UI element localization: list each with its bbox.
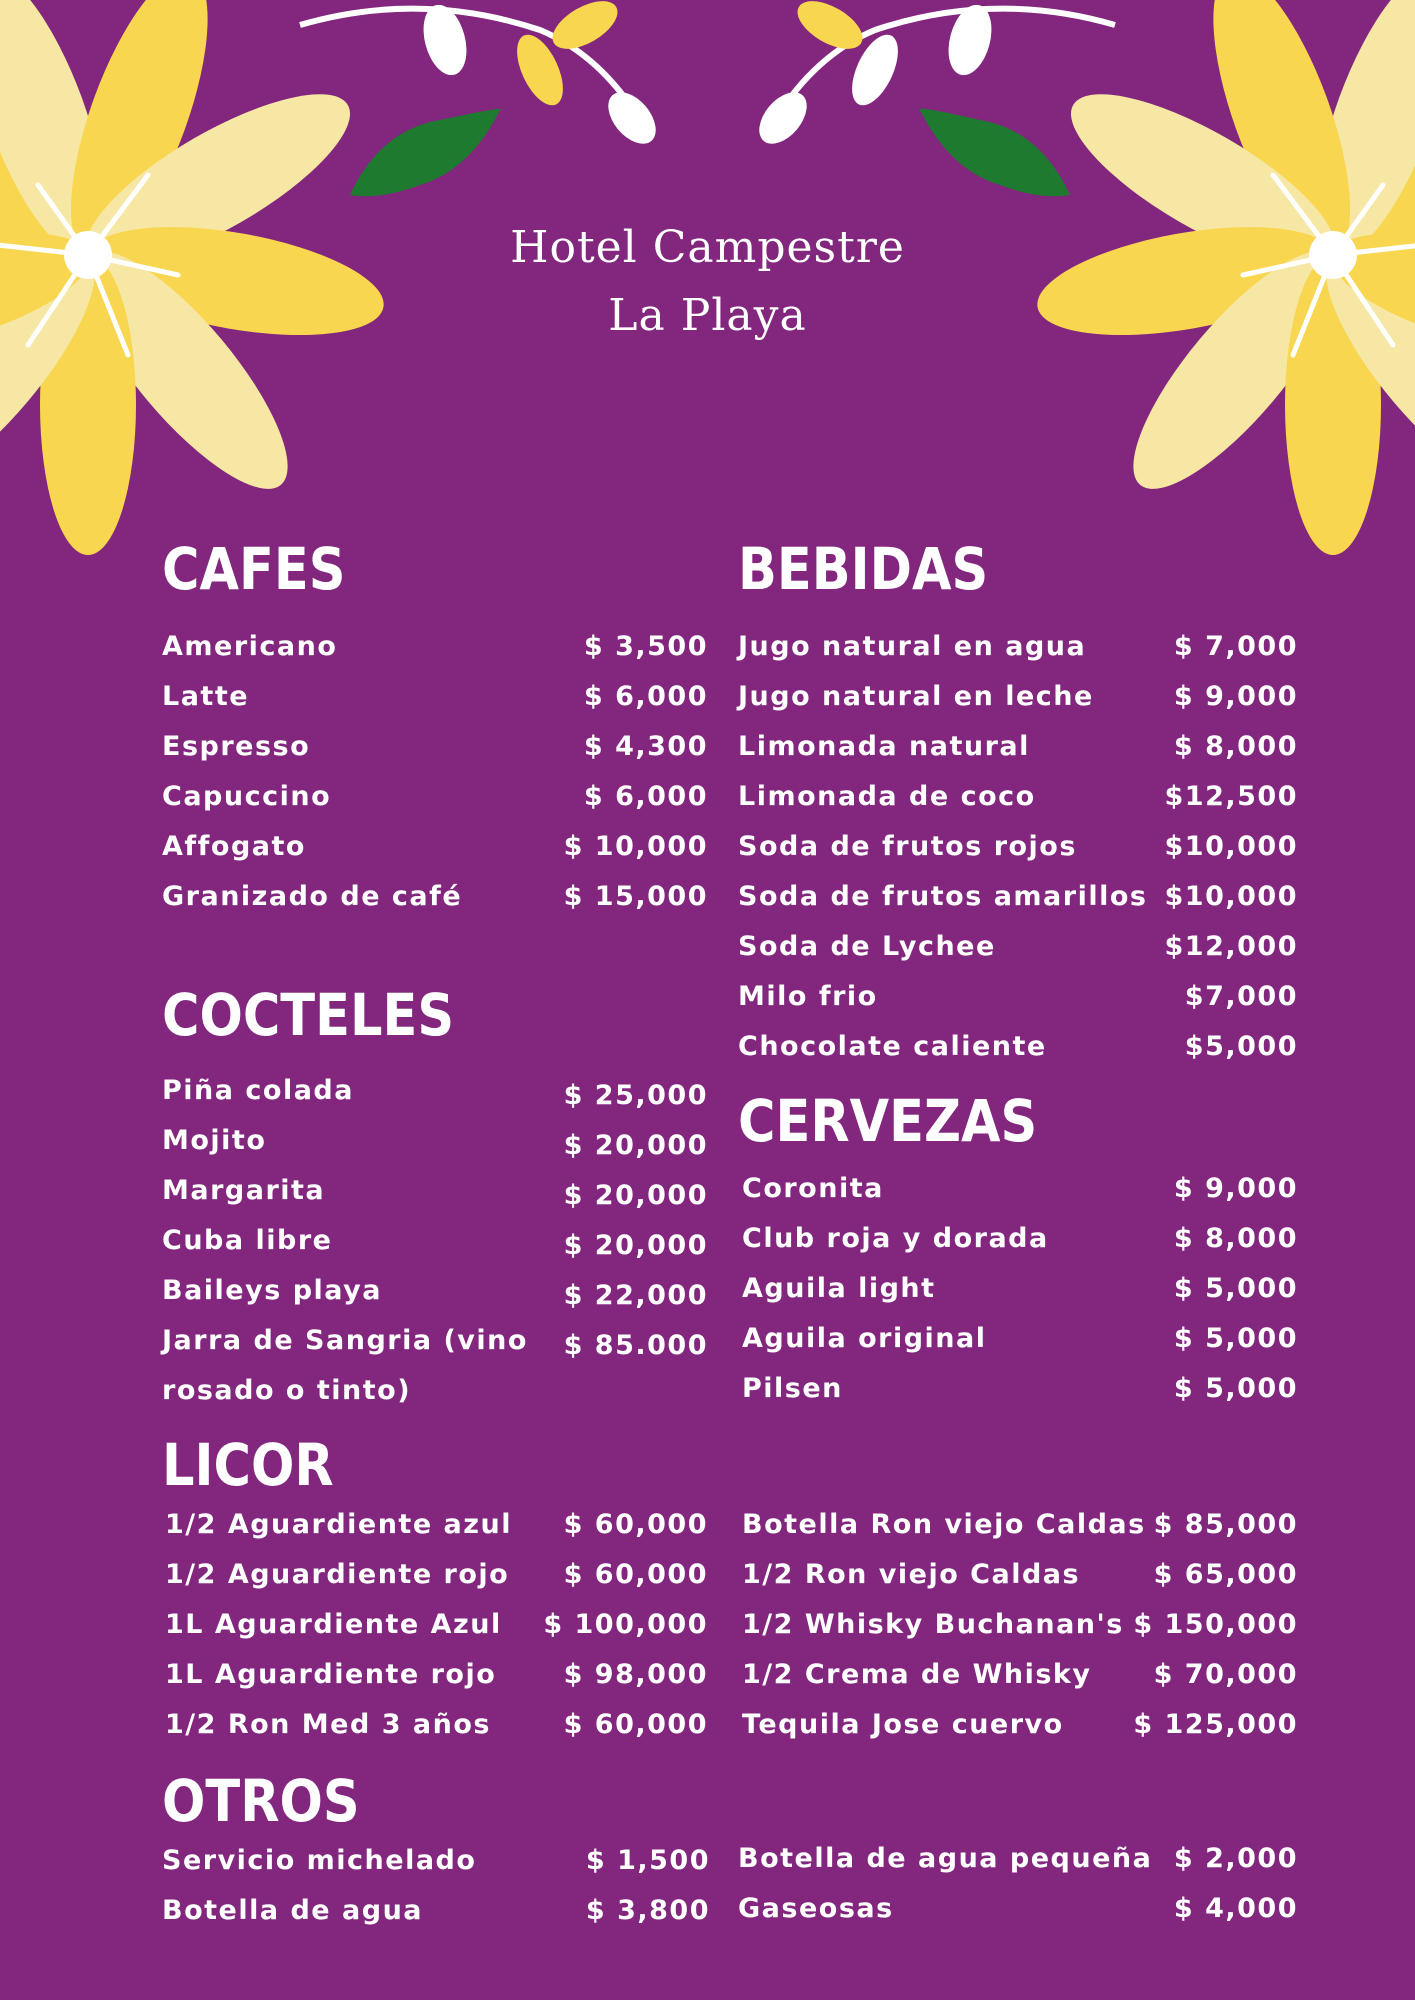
item-name: Capuccino: [162, 781, 332, 812]
item-name: Soda de Lychee: [738, 931, 996, 962]
menu-item: [742, 1500, 1298, 1550]
left-flower-icon: [0, 0, 392, 555]
menu-item: [165, 1600, 708, 1650]
menu-item: [165, 1700, 708, 1750]
menu-item: [738, 622, 1298, 672]
item-name: Mojito: [162, 1125, 267, 1156]
item-name: Affogato: [162, 831, 306, 862]
item-name: Pilsen: [742, 1373, 843, 1404]
item-name: 1/2 Whisky Buchanan's: [742, 1609, 1124, 1640]
item-price: $ 1,500: [585, 1845, 710, 1876]
item-price: $ 4,000: [1173, 1893, 1298, 1924]
menu-item: [162, 1166, 708, 1216]
item-price: $ 2,000: [1173, 1843, 1298, 1874]
item-name: 1/2 Aguardiente rojo: [165, 1559, 510, 1590]
menu-item: [162, 1266, 708, 1316]
item-price: $ 65,000: [1153, 1559, 1298, 1590]
menu-item: [738, 722, 1298, 772]
item-name: Coronita: [742, 1173, 884, 1204]
item-price: $ 85.000: [563, 1330, 708, 1361]
item-price: $ 8,000: [1173, 731, 1298, 762]
cocteles-heading: COCTELES: [162, 981, 455, 1049]
item-name: 1/2 Crema de Whisky: [742, 1659, 1092, 1690]
item-name: 1/2 Aguardiente azul: [165, 1509, 512, 1540]
menu-item: [162, 622, 708, 672]
item-name: Limonada natural: [738, 731, 1030, 762]
menu-item: [742, 1264, 1298, 1314]
item-name: Jugo natural en leche: [738, 681, 1094, 712]
item-price: $ 98,000: [563, 1659, 708, 1690]
menu-item: [738, 872, 1298, 922]
item-price: $ 7,000: [1173, 631, 1298, 662]
item-name: Milo frio: [738, 981, 878, 1012]
item-price: $ 8,000: [1173, 1223, 1298, 1254]
item-price: $ 22,000: [563, 1280, 708, 1311]
item-price: $12,000: [1164, 931, 1298, 962]
item-name: Limonada de coco: [738, 781, 1036, 812]
cafes-heading: CAFES: [162, 535, 346, 603]
right-flower-icon: [1029, 0, 1415, 555]
otros-heading: OTROS: [162, 1767, 360, 1835]
item-name: Aguila original: [742, 1323, 987, 1354]
item-name: Americano: [162, 631, 338, 662]
menu-item: [738, 922, 1298, 972]
item-price: $ 85,000: [1153, 1509, 1298, 1540]
menu-item: [742, 1214, 1298, 1264]
item-name: Piña colada: [162, 1075, 354, 1106]
bebidas-heading: BEBIDAS: [738, 535, 989, 603]
item-price: $ 15,000: [563, 881, 708, 912]
menu-item: [162, 1066, 708, 1116]
page-title-line-2: La Playa: [608, 290, 807, 341]
item-price: $ 5,000: [1173, 1323, 1298, 1354]
item-name: Soda de frutos rojos: [738, 831, 1077, 862]
right-sprig-icon: [750, 0, 1115, 196]
item-price: $ 20,000: [563, 1180, 708, 1211]
menu-item: [738, 1022, 1298, 1072]
item-price: $10,000: [1164, 881, 1298, 912]
menu-item: [162, 672, 708, 722]
menu-item: [738, 772, 1298, 822]
menu-item: [738, 1884, 1298, 1934]
item-price: $ 10,000: [563, 831, 708, 862]
item-name: Jugo natural en agua: [738, 631, 1087, 662]
item-name: Latte: [162, 681, 250, 712]
item-price: $ 3,800: [585, 1895, 710, 1926]
item-name: Aguila light: [742, 1273, 936, 1304]
item-price: $ 5,000: [1173, 1373, 1298, 1404]
item-name: Gaseosas: [738, 1893, 894, 1924]
menu-item: [738, 972, 1298, 1022]
item-name: Tequila Jose cuervo: [742, 1709, 1064, 1740]
item-price: $ 20,000: [563, 1130, 708, 1161]
item-name: Botella de agua pequeña: [738, 1843, 1153, 1874]
item-name: Espresso: [162, 731, 311, 762]
item-name: Club roja y dorada: [742, 1223, 1049, 1254]
item-price: $7,000: [1184, 981, 1298, 1012]
item-price: $ 9,000: [1173, 1173, 1298, 1204]
item-price: $ 3,500: [583, 631, 708, 662]
item-price: $ 20,000: [563, 1230, 708, 1261]
menu-item: [165, 1650, 708, 1700]
menu-item: [165, 1500, 708, 1550]
item-price: $12,500: [1164, 781, 1298, 812]
menu-item: [162, 1116, 708, 1166]
item-name: 1L Aguardiente rojo: [165, 1659, 497, 1690]
item-name: 1/2 Ron Med 3 años: [165, 1709, 491, 1740]
licor-heading: LICOR: [162, 1431, 334, 1499]
item-name: Chocolate caliente: [738, 1031, 1047, 1062]
item-name: 1/2 Ron viejo Caldas: [742, 1559, 1081, 1590]
menu-item: [162, 1316, 708, 1416]
item-price: $ 25,000: [563, 1080, 708, 1111]
menu-item: [738, 672, 1298, 722]
item-name: Baileys playa: [162, 1275, 382, 1306]
item-price: $ 150,000: [1133, 1609, 1298, 1640]
menu-item: [162, 1886, 710, 1936]
menu-item: [162, 872, 708, 922]
item-price: $ 9,000: [1173, 681, 1298, 712]
menu-item: [742, 1650, 1298, 1700]
item-price: $ 4,300: [583, 731, 708, 762]
menu-item: [162, 722, 708, 772]
item-name: Cuba libre: [162, 1225, 333, 1256]
item-name: Botella Ron viejo Caldas: [742, 1509, 1146, 1540]
menu-item: [162, 822, 708, 872]
menu-item: [742, 1550, 1298, 1600]
menu-item: [742, 1600, 1298, 1650]
item-name: Margarita: [162, 1175, 326, 1206]
menu-item: [742, 1164, 1298, 1214]
item-name: Servicio michelado: [162, 1845, 477, 1876]
item-price: $5,000: [1184, 1031, 1298, 1062]
cervezas-heading: CERVEZAS: [738, 1087, 1038, 1155]
item-name: Granizado de café: [162, 881, 463, 912]
item-price: $ 6,000: [583, 781, 708, 812]
item-price: $10,000: [1164, 831, 1298, 862]
item-price: $ 60,000: [563, 1509, 708, 1540]
page-title-line-1: Hotel Campestre: [510, 222, 905, 273]
menu-item: [738, 822, 1298, 872]
item-name: Soda de frutos amarillos: [738, 881, 1148, 912]
left-sprig-icon: [300, 0, 665, 196]
menu-item: [738, 1834, 1298, 1884]
item-price: $ 6,000: [583, 681, 708, 712]
item-price: $ 5,000: [1173, 1273, 1298, 1304]
item-name: 1L Aguardiente Azul: [165, 1609, 502, 1640]
menu-item: [162, 1216, 708, 1266]
item-price: $ 60,000: [563, 1709, 708, 1740]
item-price: $ 70,000: [1153, 1659, 1298, 1690]
menu-item: [742, 1700, 1298, 1750]
menu-item: [742, 1314, 1298, 1364]
menu-item: [165, 1550, 708, 1600]
menu-item: [162, 772, 708, 822]
item-price: $ 100,000: [543, 1609, 708, 1640]
menu-item: [162, 1836, 710, 1886]
item-name: Jarra de Sangria (vino rosado o tinto): [162, 1325, 528, 1406]
item-price: $ 125,000: [1133, 1709, 1298, 1740]
item-price: $ 60,000: [563, 1559, 708, 1590]
menu-item: [742, 1364, 1298, 1414]
item-name: Botella de agua: [162, 1895, 424, 1926]
